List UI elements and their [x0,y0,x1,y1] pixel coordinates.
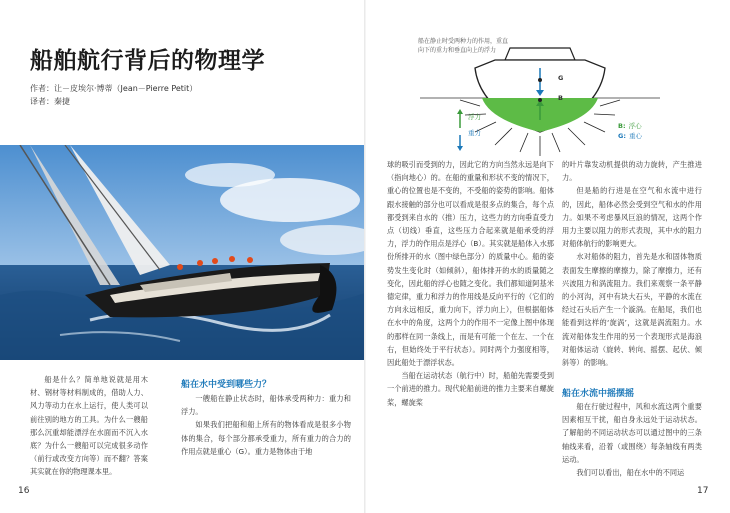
forces-text-column [181,392,351,458]
section-heading-forces: 船在水中受到哪些力？ [181,380,272,390]
paragraph: 如果我们把船和船上所有的物体看成是很多小物体的集合，每个部分都承受重力，所有重力的合力的作用点就是重心（G）。重力是物体由于地 [181,420,351,456]
intro-paragraph: 船是什么？简单地说就是用木材、钢材等材料制成的，借助人力、风力等动力在水上运行，使人类可以前往别的地方的工具。为什么一艘船那么沉重却能漂浮在水面而不沉入水底？为什么一艘船可以完成很多动作（前行或改变方向等）而不翻？答案其实就在你的物理课本里。 [30,375,148,477]
article-title: 船舶航行背后的物理学 [30,48,265,74]
motion-text-column [562,400,702,479]
intro-text-column [30,373,148,479]
page-number-right: 17 [697,486,709,496]
sailboat-photo [0,145,365,360]
paragraph: 船在行驶过程中，风和水流这两个重要因素相互干扰，船自身永远处于运动状态。了解船的不同运动状态可以通过图中的三条轴线来看，沿着（或围绕）每条轴线有两类运动。 [562,402,702,464]
book-gutter [364,0,366,513]
right-text-column-1 [387,158,554,409]
right-text-column-2 [562,158,702,369]
page-number-left: 16 [18,486,30,496]
paragraph: 但是船的行进是在空气和水流中进行的，因此，船体必然会受到空气和水的作用力。如果不考虑暴风巨浪的情况，这两个作用力主要以阻力的形式表现，其中水的阻力对船体航行的影响更大。 [562,186,702,249]
label-g: G [558,74,564,82]
legend-tag: B: [618,122,626,130]
paragraph: 球的吸引而受到的力，因此它的方向当然永远是向下（指向地心）的。在船的重量和形状不变的情况下，重心的位置也是不变的，不受船的姿势的影响。船体跟水接触的部分也可以看成是很多点的集合，每个点都受到来自水的（推）压力，这些力的方向垂直受力点（切线）垂直，这些压力合起来就是船承受的浮力，浮力的作用点是浮心（B）。其实就是船体入水那份所排开的水（图中绿色部分）的质量中心。船的姿势发生变化时（如倾斜），船体排开的水的质量随之变化，因此船的浮心也随之变化。我们都知道阿基米德定律，重力和浮力的作用线是反向平行的（它们的方向永远相反，重力向下，浮力向上），但根据船体在水中的角度，这两个力的作用不一定像上图中体现的那样在同一条线上，而是有可能一个在左、一个在右，但始终处于平行状态）。同时两个力强度相等，因此船处于漂浮状态。 [387,160,554,368]
label-buoyancy: 浮力 [468,113,481,121]
legend-text: 重心 [628,132,642,140]
section-heading-motion: 船在水流中摇摆摇 [562,389,635,399]
paragraph: 的叶片靠发动机提供的动力旋转，产生推进力。 [562,160,702,183]
author-line: 作者：让－皮埃尔·博蒂（Jean－Pierre Petit） [30,84,198,93]
translator-line: 译者：秦捷 [30,97,70,106]
label-gravity: 重力 [468,129,481,137]
legend-gravity-center [618,131,642,140]
paragraph: 一艘船在静止状态时，船体承受两种力：重力和浮力。 [181,394,351,417]
legend-float-center [618,121,642,130]
sailboat-illustration [0,145,365,360]
label-b: B [558,94,563,102]
paragraph: 当船在运动状态（航行中）时，船舶先需要受到一个前进的推力。现代轮船前进的推力主要来自螺旋桨，螺旋桨 [387,371,554,407]
paragraph: 我们可以看出，船在水中的不同运 [576,468,685,478]
paragraph: 水对船体的阻力，首先是水和固体物质表面发生摩擦的摩擦力，除了摩擦力，还有兴波阻力和涡流阻力。我们来观察一条平静的小河沟，河中有块大石头，平静的水流在经过石头后产生一个漩涡。在船尾，我们也能看到这样的‘旋涡’，这就是涡流阻力。水流对船体发生作用的另一个表现形式是海浪对船体运动（旋转、转向、摇摆、起伏、倾斜等）的影响。 [562,252,702,368]
diagram-caption: 船在静止时受两种力的作用，重直向下的重力和垂直向上的浮力 [418,38,509,54]
buoyancy-diagram [420,40,660,160]
legend-tag: G: [618,132,626,140]
legend-text: 浮心 [628,122,642,130]
